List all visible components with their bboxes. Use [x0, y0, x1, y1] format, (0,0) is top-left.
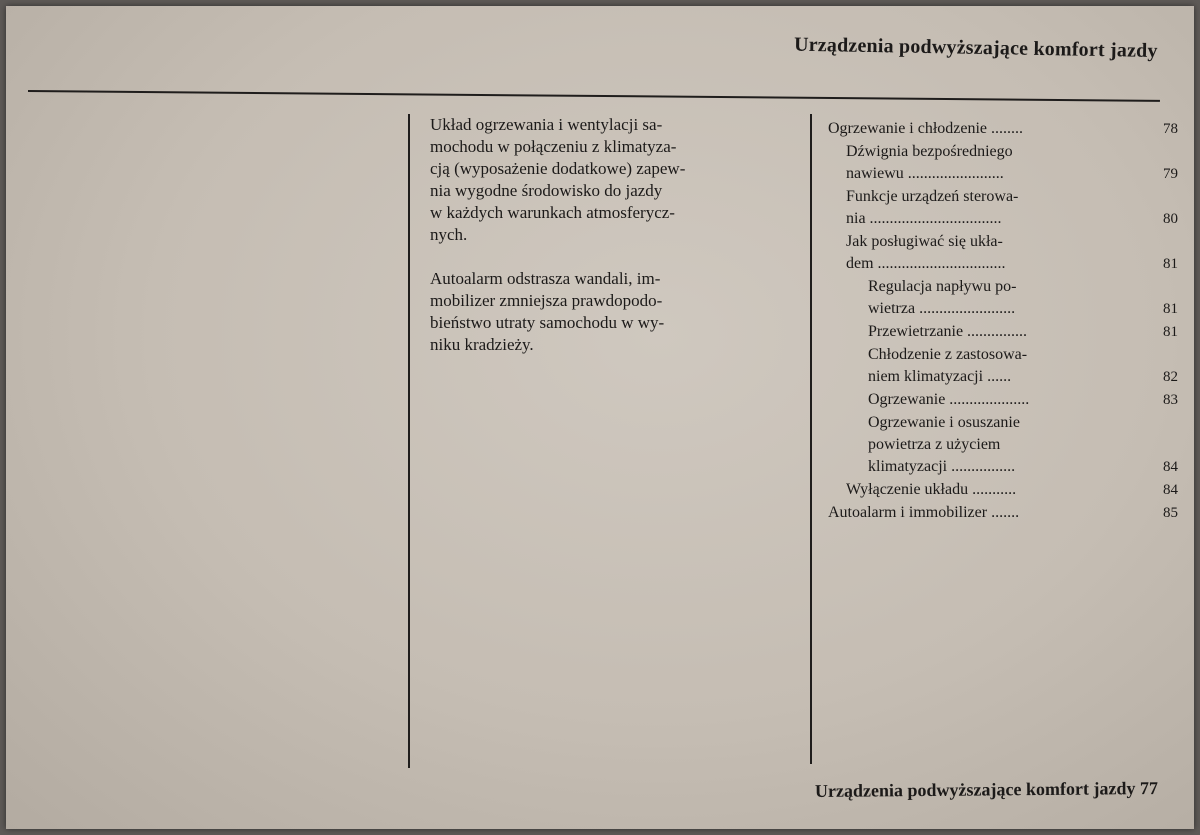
toc-entry-page: 85: [1163, 505, 1178, 521]
toc-entry[interactable]: [828, 502, 1178, 524]
toc-entry-label: Chłodzenie z zastosowa- niem klimatyzacji ......: [868, 346, 1028, 385]
toc-entry-page: 84: [1163, 482, 1178, 498]
header-rule: [28, 90, 1160, 102]
toc-entry[interactable]: [828, 186, 1178, 230]
toc-entry-label: Jak posługiwać się ukła- dem ................................: [846, 233, 1006, 272]
toc-entry-page: 81: [1163, 301, 1178, 317]
toc-entry[interactable]: [828, 321, 1178, 343]
toc-entry-page: 81: [1163, 256, 1178, 272]
column-divider-right: [810, 114, 812, 764]
toc-entry-label: Funkcje urządzeń sterowa- nia .................................: [846, 188, 1019, 227]
toc-entry[interactable]: [828, 389, 1178, 411]
toc-entry[interactable]: [828, 344, 1178, 388]
intro-column: [430, 114, 786, 378]
manual-page: [6, 6, 1194, 829]
toc-entry-label: Wyłączenie układu ...........: [846, 481, 1017, 498]
toc-entry-page: 78: [1163, 121, 1178, 137]
table-of-contents: [828, 118, 1178, 525]
toc-entry-label: Dźwignia bezpośredniego nawiewu ........................: [846, 143, 1013, 182]
column-divider-left: [408, 114, 410, 768]
toc-entry[interactable]: [828, 141, 1178, 185]
page-footer: Urządzenia podwyższające komfort jazdy 77: [814, 778, 1159, 801]
toc-entry-page: 84: [1163, 459, 1178, 475]
toc-entry-label: Ogrzewanie ....................: [868, 391, 1030, 408]
toc-entry-page: 80: [1163, 211, 1178, 227]
toc-entry[interactable]: [828, 412, 1178, 478]
toc-entry-page: 83: [1163, 392, 1178, 408]
toc-entry-label: Regulacja napływu po- wietrza ........................: [868, 278, 1017, 317]
intro-paragraph: Układ ogrzewania i wentylacji sa- mochodu w połączeniu z klimatyza- cją (wyposażenie dodatkowe) zapew- nia wygodne środowisko do jazdy w każdych warunkach atmosferycz- nych.: [430, 115, 686, 244]
toc-entry-label: Przewietrzanie ...............: [868, 323, 1028, 340]
toc-entry[interactable]: [828, 118, 1178, 140]
toc-entry-page: 82: [1163, 369, 1178, 385]
toc-entry[interactable]: [828, 276, 1178, 320]
intro-paragraph: Autoalarm odstrasza wandali, im- mobilizer zmniejsza prawdopodo- bieństwo utraty samochodu w wy- niku kradzieży.: [430, 269, 665, 354]
toc-entry-label: Ogrzewanie i chłodzenie ........: [828, 120, 1024, 137]
toc-entry-label: Ogrzewanie i osuszanie powietrza z użyciem klimatyzacji ................: [868, 414, 1020, 475]
toc-entry[interactable]: [828, 231, 1178, 275]
toc-entry-page: 81: [1163, 324, 1178, 340]
toc-entry-page: 79: [1163, 166, 1178, 182]
chapter-header-title: Urządzenia podwyższające komfort jazdy: [794, 33, 1159, 62]
toc-entry[interactable]: [828, 479, 1178, 501]
toc-entry-label: Autoalarm i immobilizer .......: [828, 504, 1020, 521]
